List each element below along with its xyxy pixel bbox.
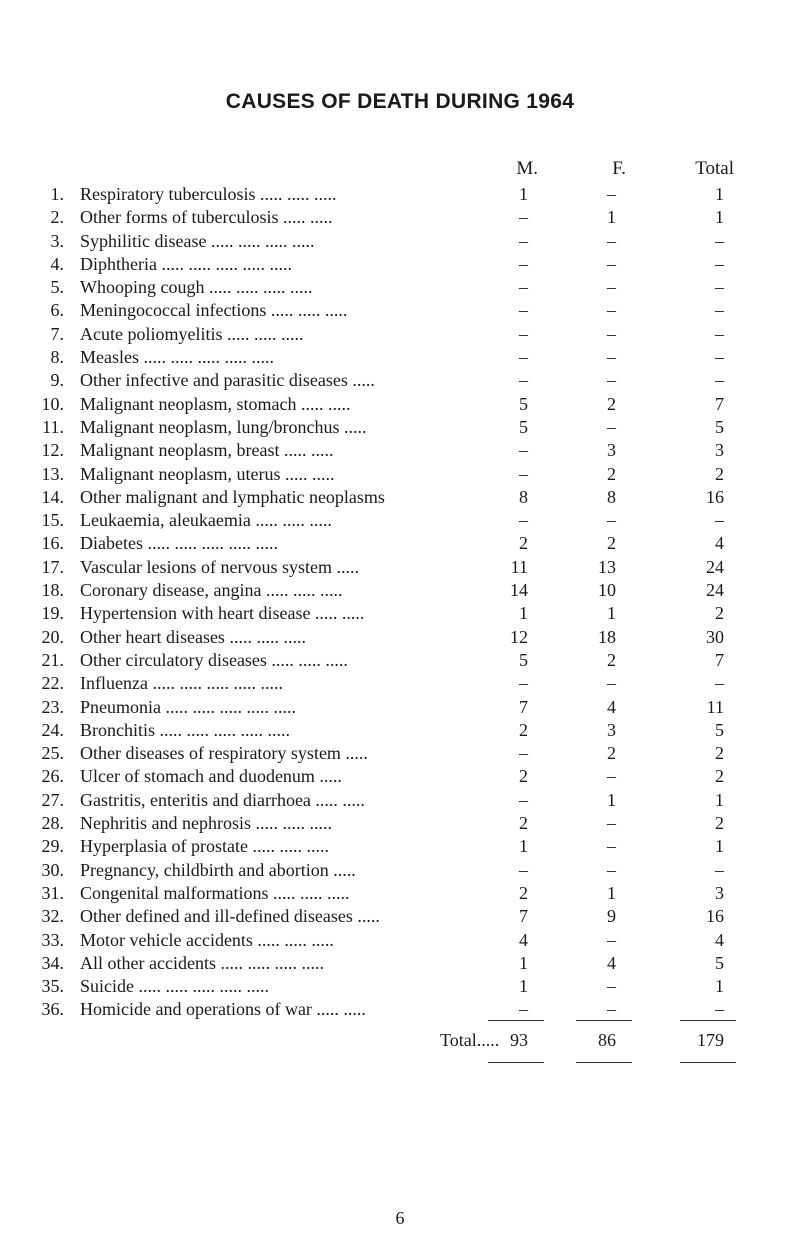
total-count: 2 xyxy=(715,603,724,624)
total-count: – xyxy=(715,277,724,298)
table-row xyxy=(0,812,800,835)
male-count: – xyxy=(519,463,528,484)
total-count: – xyxy=(715,347,724,368)
cause-label: Other defined and ill-defined diseases ..... xyxy=(80,906,380,927)
table-row xyxy=(0,532,800,555)
column-header-male: M. xyxy=(516,158,538,179)
female-count: 8 xyxy=(607,486,616,507)
total-count: 24 xyxy=(706,556,724,577)
female-count: 2 xyxy=(607,649,616,670)
male-count: – xyxy=(519,440,528,461)
total-count: 1 xyxy=(715,836,724,857)
male-count: – xyxy=(519,673,528,694)
table-row xyxy=(0,369,800,392)
table-row xyxy=(0,602,800,625)
male-count: 12 xyxy=(510,626,528,647)
row-number: 17. xyxy=(41,556,64,577)
female-count: 2 xyxy=(607,463,616,484)
female-count: 10 xyxy=(598,580,616,601)
total-count: 5 xyxy=(715,416,724,437)
female-count: 2 xyxy=(607,743,616,764)
cause-label: Other heart diseases ..... ..... ..... xyxy=(80,626,306,647)
male-count: 1 xyxy=(519,184,528,204)
row-number: 20. xyxy=(41,626,64,647)
female-count: – xyxy=(607,230,616,251)
female-count: 13 xyxy=(598,556,616,577)
table-row xyxy=(0,299,800,322)
row-number: 12. xyxy=(41,440,64,461)
table-row xyxy=(0,556,800,579)
table-row xyxy=(0,998,800,1021)
total-count: 3 xyxy=(715,440,724,461)
female-count: 1 xyxy=(607,603,616,624)
table-row xyxy=(0,509,800,532)
female-count: 1 xyxy=(607,789,616,810)
table-row xyxy=(0,346,800,369)
total-count: 1 xyxy=(715,789,724,810)
total-label: Total..... xyxy=(440,1030,500,1050)
total-count: 3 xyxy=(715,882,724,903)
male-count: 1 xyxy=(519,976,528,997)
row-number: 5. xyxy=(50,277,64,298)
rule-below-total-total xyxy=(680,1062,736,1063)
row-number: 35. xyxy=(41,976,64,997)
female-count: 2 xyxy=(607,533,616,554)
total-count: 16 xyxy=(706,906,724,927)
male-count: 2 xyxy=(519,719,528,740)
female-count: – xyxy=(607,766,616,787)
row-number: 23. xyxy=(41,696,64,717)
cause-label: All other accidents ..... ..... ..... ..... xyxy=(80,952,324,973)
column-header-female: F. xyxy=(612,158,626,179)
male-count: – xyxy=(519,277,528,298)
rule-above-total-female xyxy=(576,1020,632,1021)
female-count: – xyxy=(607,416,616,437)
row-number: 9. xyxy=(50,370,64,391)
total-count: – xyxy=(715,300,724,321)
cause-label: Pneumonia ..... ..... ..... ..... ..... xyxy=(80,696,296,717)
row-number: 27. xyxy=(41,789,64,810)
row-number: 14. xyxy=(41,486,64,507)
total-count: 2 xyxy=(715,743,724,764)
total-count: – xyxy=(715,859,724,880)
table-row xyxy=(0,649,800,672)
total-count: 16 xyxy=(706,486,724,507)
male-count: 1 xyxy=(519,952,528,973)
cause-label: Vascular lesions of nervous system ..... xyxy=(80,556,359,577)
table-row xyxy=(0,929,800,952)
female-count: – xyxy=(607,300,616,321)
cause-label: Bronchitis ..... ..... ..... ..... ..... xyxy=(80,719,290,740)
cause-label: Malignant neoplasm, breast ..... ..... xyxy=(80,440,334,461)
total-count: 7 xyxy=(715,649,724,670)
male-count: 2 xyxy=(519,813,528,834)
row-number: 30. xyxy=(41,859,64,880)
row-number: 7. xyxy=(50,323,64,344)
table-row xyxy=(0,206,800,229)
rule-above-total-total xyxy=(680,1020,736,1021)
male-count: 5 xyxy=(519,649,528,670)
cause-label: Diabetes ..... ..... ..... ..... ..... xyxy=(80,533,278,554)
total-count: 4 xyxy=(715,929,724,950)
male-count: – xyxy=(519,743,528,764)
row-number: 19. xyxy=(41,603,64,624)
total-all: 179 xyxy=(697,1030,724,1050)
table-row xyxy=(0,439,800,462)
row-number: 36. xyxy=(41,999,64,1020)
cause-label: Respiratory tuberculosis ..... ..... ..... xyxy=(80,184,337,204)
table-row xyxy=(0,463,800,486)
female-count: – xyxy=(607,347,616,368)
cause-label: Acute poliomyelitis ..... ..... ..... xyxy=(80,323,304,344)
cause-label: Malignant neoplasm, stomach ..... ..... xyxy=(80,393,351,414)
total-count: 24 xyxy=(706,580,724,601)
cause-label: Motor vehicle accidents ..... ..... ..... xyxy=(80,929,334,950)
table-row xyxy=(0,579,800,602)
cause-label: Coronary disease, angina ..... ..... ..... xyxy=(80,580,343,601)
row-number: 2. xyxy=(50,207,64,228)
cause-label: Hyperplasia of prostate ..... ..... ..... xyxy=(80,836,329,857)
male-count: 1 xyxy=(519,603,528,624)
male-count: 2 xyxy=(519,882,528,903)
total-count: 11 xyxy=(706,696,724,717)
female-count: – xyxy=(607,813,616,834)
female-count: 9 xyxy=(607,906,616,927)
table-row xyxy=(0,672,800,695)
total-count: 2 xyxy=(715,813,724,834)
total-count: 1 xyxy=(715,207,724,228)
total-count: 7 xyxy=(715,393,724,414)
female-count: – xyxy=(607,929,616,950)
cause-label: Influenza ..... ..... ..... ..... ..... xyxy=(80,673,283,694)
female-count: – xyxy=(607,370,616,391)
table-row xyxy=(0,882,800,905)
male-count: – xyxy=(519,253,528,274)
cause-label: Other circulatory diseases ..... ..... ..... xyxy=(80,649,348,670)
table-row xyxy=(0,276,800,299)
row-number: 18. xyxy=(41,580,64,601)
row-number: 22. xyxy=(41,673,64,694)
table-row xyxy=(0,975,800,998)
table-row xyxy=(0,416,800,439)
female-count: 1 xyxy=(607,207,616,228)
cause-label: Nephritis and nephrosis ..... ..... ..... xyxy=(80,813,332,834)
row-number: 4. xyxy=(50,253,64,274)
total-count: – xyxy=(715,370,724,391)
cause-label: Diphtheria ..... ..... ..... ..... ..... xyxy=(80,253,292,274)
table-row xyxy=(0,859,800,882)
rule-below-total-male xyxy=(488,1062,544,1063)
male-count: – xyxy=(519,230,528,251)
male-count: – xyxy=(519,347,528,368)
table-row xyxy=(0,905,800,928)
male-count: – xyxy=(519,323,528,344)
cause-label: Leukaemia, aleukaemia ..... ..... ..... xyxy=(80,510,332,531)
table-row xyxy=(0,486,800,509)
total-count: – xyxy=(715,253,724,274)
male-count: 11 xyxy=(510,556,528,577)
total-count: 5 xyxy=(715,952,724,973)
cause-label: Meningococcal infections ..... ..... ..... xyxy=(80,300,348,321)
row-number: 15. xyxy=(41,510,64,531)
total-count: 1 xyxy=(715,184,724,204)
female-count: – xyxy=(607,976,616,997)
column-header-total: Total xyxy=(695,158,734,179)
female-count: 1 xyxy=(607,882,616,903)
row-number: 24. xyxy=(41,719,64,740)
table-row xyxy=(0,183,800,206)
total-count: 2 xyxy=(715,766,724,787)
female-count: – xyxy=(607,253,616,274)
cause-label: Pregnancy, childbirth and abortion ..... xyxy=(80,859,356,880)
male-count: – xyxy=(519,999,528,1020)
table-row xyxy=(0,323,800,346)
female-count: 2 xyxy=(607,393,616,414)
row-number: 32. xyxy=(41,906,64,927)
male-count: 1 xyxy=(519,836,528,857)
table-row xyxy=(0,696,800,719)
total-count: 30 xyxy=(706,626,724,647)
rule-below-total-female xyxy=(576,1062,632,1063)
row-number: 3. xyxy=(50,230,64,251)
male-count: 7 xyxy=(519,696,528,717)
row-number: 21. xyxy=(41,649,64,670)
total-count: – xyxy=(715,673,724,694)
total-count: 4 xyxy=(715,533,724,554)
female-count: – xyxy=(607,999,616,1020)
female-count: – xyxy=(607,323,616,344)
table-row xyxy=(0,765,800,788)
cause-label: Malignant neoplasm, uterus ..... ..... xyxy=(80,463,335,484)
total-count: 5 xyxy=(715,719,724,740)
total-male: 93 xyxy=(510,1030,528,1050)
causes-table xyxy=(0,183,800,1022)
row-number: 34. xyxy=(41,952,64,973)
total-count: – xyxy=(715,999,724,1020)
table-row xyxy=(0,719,800,742)
cause-label: Measles ..... ..... ..... ..... ..... xyxy=(80,347,274,368)
male-count: – xyxy=(519,207,528,228)
total-count: 1 xyxy=(715,976,724,997)
page-title: CAUSES OF DEATH DURING 1964 xyxy=(225,90,575,113)
table-row xyxy=(0,230,800,253)
male-count: 7 xyxy=(519,906,528,927)
female-count: – xyxy=(607,277,616,298)
male-count: 14 xyxy=(510,580,528,601)
cause-label: Malignant neoplasm, lung/bronchus ..... xyxy=(80,416,367,437)
table-row xyxy=(0,393,800,416)
female-count: – xyxy=(607,859,616,880)
row-number: 1. xyxy=(50,184,64,204)
female-count: 4 xyxy=(607,696,616,717)
male-count: 2 xyxy=(519,533,528,554)
cause-label: Ulcer of stomach and duodenum ..... xyxy=(80,766,342,787)
table-row xyxy=(0,835,800,858)
total-count: 2 xyxy=(715,463,724,484)
cause-label: Other infective and parasitic diseases ..... xyxy=(80,370,375,391)
row-number: 16. xyxy=(41,533,64,554)
cause-label: Hypertension with heart disease ..... ..... xyxy=(80,603,365,624)
row-number: 11. xyxy=(42,416,64,437)
page-number: 6 xyxy=(395,1208,405,1228)
female-count: – xyxy=(607,184,616,204)
table-row xyxy=(0,952,800,975)
female-count: 4 xyxy=(607,952,616,973)
row-number: 13. xyxy=(41,463,64,484)
male-count: – xyxy=(519,300,528,321)
male-count: – xyxy=(519,789,528,810)
male-count: 5 xyxy=(519,393,528,414)
female-count: – xyxy=(607,836,616,857)
total-count: – xyxy=(715,510,724,531)
cause-label: Other diseases of respiratory system ..... xyxy=(80,743,368,764)
total-female: 86 xyxy=(598,1030,616,1050)
male-count: 2 xyxy=(519,766,528,787)
male-count: – xyxy=(519,859,528,880)
cause-label: Whooping cough ..... ..... ..... ..... xyxy=(80,277,313,298)
row-number: 10. xyxy=(41,393,64,414)
cause-label: Congenital malformations ..... ..... ..... xyxy=(80,882,350,903)
cause-label: Syphilitic disease ..... ..... ..... ..... xyxy=(80,230,315,251)
total-count: – xyxy=(715,323,724,344)
male-count: 4 xyxy=(519,929,528,950)
cause-label: Homicide and operations of war ..... ..... xyxy=(80,999,366,1020)
female-count: 3 xyxy=(607,440,616,461)
male-count: – xyxy=(519,370,528,391)
row-number: 33. xyxy=(41,929,64,950)
female-count: – xyxy=(607,510,616,531)
table-row xyxy=(0,253,800,276)
male-count: 5 xyxy=(519,416,528,437)
row-number: 28. xyxy=(41,813,64,834)
rule-above-total-male xyxy=(488,1020,544,1021)
table-row xyxy=(0,789,800,812)
cause-label: Other forms of tuberculosis ..... ..... xyxy=(80,207,333,228)
row-number: 8. xyxy=(50,347,64,368)
female-count: 18 xyxy=(598,626,616,647)
male-count: – xyxy=(519,510,528,531)
table-row xyxy=(0,626,800,649)
cause-label: Other malignant and lymphatic neoplasms xyxy=(80,486,385,507)
row-number: 26. xyxy=(41,766,64,787)
table-row xyxy=(0,742,800,765)
female-count: 3 xyxy=(607,719,616,740)
female-count: – xyxy=(607,673,616,694)
row-number: 29. xyxy=(41,836,64,857)
cause-label: Gastritis, enteritis and diarrhoea ..... ..... xyxy=(80,789,365,810)
cause-label: Suicide ..... ..... ..... ..... ..... xyxy=(80,976,269,997)
row-number: 6. xyxy=(50,300,64,321)
total-count: – xyxy=(715,230,724,251)
row-number: 31. xyxy=(41,882,64,903)
male-count: 8 xyxy=(519,486,528,507)
row-number: 25. xyxy=(41,743,64,764)
